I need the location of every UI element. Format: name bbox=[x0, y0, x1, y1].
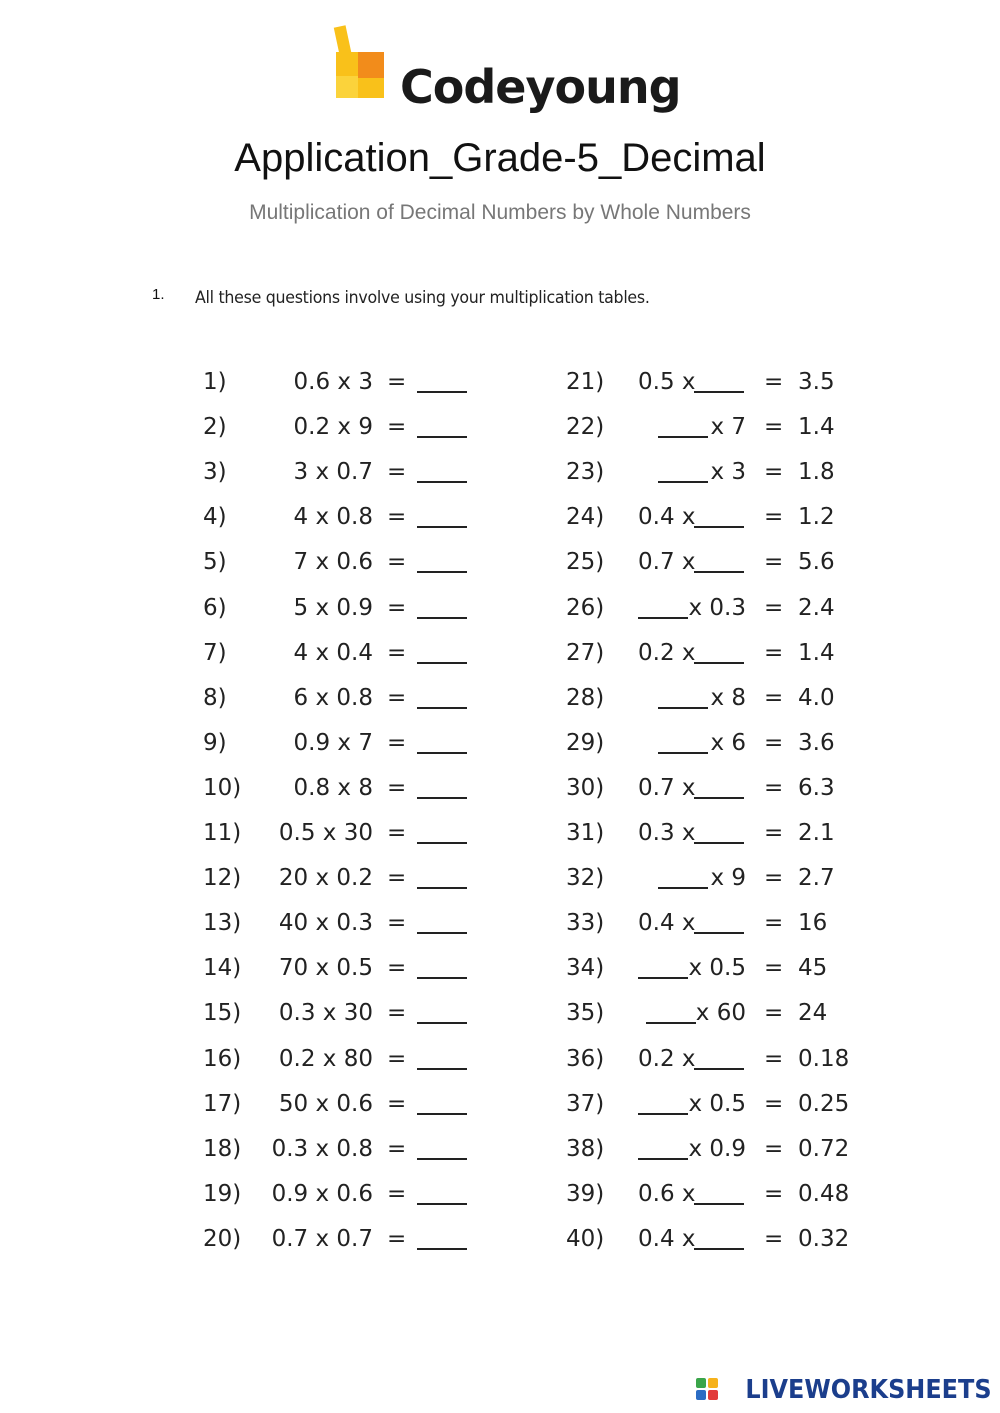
equals-sign: = bbox=[764, 1000, 784, 1027]
problem-number: 6) bbox=[203, 594, 227, 621]
problem-row bbox=[566, 1134, 856, 1164]
problem-row bbox=[203, 547, 473, 577]
problem-factor: 0.2 x bbox=[638, 639, 696, 666]
missing-factor-blank[interactable] bbox=[694, 822, 744, 844]
problem-row bbox=[203, 412, 473, 442]
equals-sign: = bbox=[387, 639, 407, 666]
liveworksheets-logo-icon bbox=[696, 1378, 720, 1402]
equals-sign: = bbox=[387, 1045, 407, 1072]
product-value: 3.5 bbox=[798, 369, 835, 395]
equals-sign: = bbox=[387, 1180, 407, 1207]
problem-factor: x 3 bbox=[710, 459, 746, 486]
product-value: 0.25 bbox=[798, 1090, 850, 1117]
problem-expression: 6 x 0.8 bbox=[293, 684, 373, 711]
missing-factor-blank[interactable] bbox=[658, 867, 708, 889]
equals-sign: = bbox=[387, 955, 407, 982]
problem-number: 5) bbox=[203, 549, 227, 576]
problem-number: 33) bbox=[566, 910, 605, 937]
problem-number: 17) bbox=[203, 1090, 242, 1117]
problem-row bbox=[203, 728, 473, 758]
problem-number: 31) bbox=[566, 820, 605, 846]
problem-number: 11) bbox=[203, 820, 242, 846]
answer-blank[interactable] bbox=[417, 1138, 467, 1160]
problem-number: 12) bbox=[203, 865, 242, 892]
problem-row bbox=[566, 638, 856, 668]
problem-number: 26) bbox=[566, 594, 605, 621]
problem-row bbox=[203, 998, 473, 1028]
problem-factor: x 0.9 bbox=[688, 1135, 746, 1162]
equals-sign: = bbox=[387, 504, 407, 531]
problem-number: 36) bbox=[566, 1045, 605, 1072]
answer-blank[interactable] bbox=[417, 777, 467, 799]
problem-row bbox=[203, 683, 473, 713]
problem-number: 23) bbox=[566, 459, 605, 486]
missing-factor-blank[interactable] bbox=[638, 1093, 688, 1115]
equals-sign: = bbox=[387, 594, 407, 621]
problem-factor: 0.4 x bbox=[638, 1225, 696, 1252]
problem-expression: 7 x 0.6 bbox=[293, 549, 373, 576]
missing-factor-blank[interactable] bbox=[658, 416, 708, 438]
problem-row bbox=[566, 728, 856, 758]
problem-number: 35) bbox=[566, 1000, 605, 1027]
product-value: 2.7 bbox=[798, 865, 835, 892]
problem-factor: 0.2 x bbox=[638, 1045, 696, 1072]
product-value: 5.6 bbox=[798, 549, 835, 576]
product-value: 1.4 bbox=[798, 414, 835, 441]
product-value: 2.1 bbox=[798, 820, 835, 846]
equals-sign: = bbox=[387, 1090, 407, 1117]
equals-sign: = bbox=[387, 414, 407, 441]
equals-sign: = bbox=[764, 459, 784, 486]
problem-number: 34) bbox=[566, 955, 605, 982]
equals-sign: = bbox=[764, 549, 784, 576]
equals-sign: = bbox=[764, 955, 784, 982]
answer-blank[interactable] bbox=[417, 867, 467, 889]
equals-sign: = bbox=[764, 774, 784, 801]
equals-sign: = bbox=[764, 414, 784, 441]
problem-expression: 5 x 0.9 bbox=[293, 594, 373, 621]
answer-blank[interactable] bbox=[417, 1002, 467, 1024]
problem-factor: x 60 bbox=[695, 1000, 746, 1027]
equals-sign: = bbox=[387, 369, 407, 395]
product-value: 3.6 bbox=[798, 729, 835, 756]
equals-sign: = bbox=[764, 729, 784, 756]
problem-row bbox=[203, 953, 473, 983]
answer-blank[interactable] bbox=[417, 1048, 467, 1070]
answer-blank[interactable] bbox=[417, 912, 467, 934]
problem-number: 16) bbox=[203, 1045, 242, 1072]
problem-row bbox=[566, 593, 856, 623]
problem-number: 3) bbox=[203, 459, 227, 486]
equals-sign: = bbox=[764, 1090, 784, 1117]
equals-sign: = bbox=[387, 549, 407, 576]
equals-sign: = bbox=[764, 684, 784, 711]
problem-expression: 70 x 0.5 bbox=[278, 955, 373, 982]
equals-sign: = bbox=[764, 820, 784, 846]
problem-number: 15) bbox=[203, 1000, 242, 1027]
missing-factor-blank[interactable] bbox=[658, 732, 708, 754]
answer-blank[interactable] bbox=[417, 642, 467, 664]
problem-expression: 0.6 x 3 bbox=[293, 369, 373, 395]
problem-factor: x 0.3 bbox=[688, 594, 746, 621]
problem-row bbox=[566, 998, 856, 1028]
problem-number: 14) bbox=[203, 955, 242, 982]
problem-row bbox=[566, 1224, 856, 1254]
equals-sign: = bbox=[764, 369, 784, 395]
product-value: 45 bbox=[798, 955, 828, 982]
worksheet-title: Application_Grade-5_Decimal bbox=[234, 136, 766, 180]
problem-number: 21) bbox=[566, 369, 605, 395]
question-instructions: All these questions involve using your multiplication tables. bbox=[195, 288, 650, 308]
problem-row bbox=[203, 863, 473, 893]
equals-sign: = bbox=[764, 504, 784, 531]
problem-row bbox=[203, 1224, 473, 1254]
problem-number: 1) bbox=[203, 369, 227, 395]
problem-row bbox=[203, 1134, 473, 1164]
problem-factor: 0.7 x bbox=[638, 549, 696, 576]
problem-row bbox=[203, 908, 473, 938]
problem-factor: x 9 bbox=[710, 865, 746, 892]
problem-row bbox=[566, 953, 856, 983]
problem-row bbox=[566, 412, 856, 442]
missing-factor-blank[interactable] bbox=[638, 957, 688, 979]
problem-row bbox=[566, 502, 856, 532]
problem-factor: 0.5 x bbox=[638, 369, 696, 395]
problem-row bbox=[566, 683, 856, 713]
problem-row bbox=[203, 773, 473, 803]
answer-blank[interactable] bbox=[417, 506, 467, 528]
problem-number: 30) bbox=[566, 774, 605, 801]
problem-row bbox=[566, 547, 856, 577]
problem-number: 2) bbox=[203, 414, 227, 441]
equals-sign: = bbox=[764, 1180, 784, 1207]
problem-expression: 20 x 0.2 bbox=[278, 865, 373, 892]
problem-expression: 0.7 x 0.7 bbox=[271, 1225, 373, 1252]
equals-sign: = bbox=[764, 594, 784, 621]
problem-row bbox=[203, 457, 473, 487]
equals-sign: = bbox=[764, 865, 784, 892]
problem-expression: 4 x 0.8 bbox=[293, 504, 373, 531]
problem-row bbox=[203, 502, 473, 532]
missing-factor-blank[interactable] bbox=[646, 1002, 696, 1024]
problem-number: 28) bbox=[566, 684, 605, 711]
question-number: 1. bbox=[152, 286, 165, 303]
problem-number: 19) bbox=[203, 1180, 242, 1207]
product-value: 24 bbox=[798, 1000, 828, 1027]
problem-factor: x 7 bbox=[710, 414, 746, 441]
brand-name: Codeyoung bbox=[400, 60, 681, 114]
missing-factor-blank[interactable] bbox=[694, 1228, 744, 1250]
problem-number: 8) bbox=[203, 684, 227, 711]
problem-row bbox=[566, 1044, 856, 1074]
problem-factor: x 6 bbox=[710, 729, 746, 756]
missing-factor-blank[interactable] bbox=[694, 551, 744, 573]
product-value: 1.8 bbox=[798, 459, 835, 486]
answer-blank[interactable] bbox=[417, 1183, 467, 1205]
product-value: 16 bbox=[798, 910, 828, 937]
problem-number: 9) bbox=[203, 729, 227, 756]
liveworksheets-footer bbox=[696, 1375, 992, 1405]
equals-sign: = bbox=[764, 1225, 784, 1252]
product-value: 0.18 bbox=[798, 1045, 850, 1072]
problem-row bbox=[566, 773, 856, 803]
problem-expression: 0.3 x 0.8 bbox=[271, 1135, 373, 1162]
answer-blank[interactable] bbox=[417, 461, 467, 483]
answer-blank[interactable] bbox=[417, 551, 467, 573]
problem-expression: 0.9 x 0.6 bbox=[271, 1180, 373, 1207]
equals-sign: = bbox=[387, 820, 407, 846]
problem-number: 20) bbox=[203, 1225, 242, 1252]
equals-sign: = bbox=[387, 1135, 407, 1162]
product-value: 1.4 bbox=[798, 639, 835, 666]
missing-factor-blank[interactable] bbox=[694, 777, 744, 799]
problem-expression: 40 x 0.3 bbox=[278, 910, 373, 937]
problem-row bbox=[566, 1179, 856, 1209]
problem-number: 40) bbox=[566, 1225, 605, 1252]
problem-expression: 0.9 x 7 bbox=[293, 729, 373, 756]
problem-factor: x 8 bbox=[710, 684, 746, 711]
problem-row bbox=[566, 863, 856, 893]
problem-number: 7) bbox=[203, 639, 227, 666]
problem-expression: 0.2 x 80 bbox=[278, 1045, 373, 1072]
problem-factor: x 0.5 bbox=[688, 1090, 746, 1117]
problem-expression: 3 x 0.7 bbox=[293, 459, 373, 486]
problem-number: 39) bbox=[566, 1180, 605, 1207]
equals-sign: = bbox=[387, 729, 407, 756]
answer-blank[interactable] bbox=[417, 416, 467, 438]
equals-sign: = bbox=[387, 910, 407, 937]
problem-row bbox=[566, 457, 856, 487]
answer-blank[interactable] bbox=[417, 1228, 467, 1250]
problem-row bbox=[566, 908, 856, 938]
equals-sign: = bbox=[387, 774, 407, 801]
problem-number: 10) bbox=[203, 774, 242, 801]
problem-expression: 0.8 x 8 bbox=[293, 774, 373, 801]
problem-number: 27) bbox=[566, 639, 605, 666]
problem-row bbox=[203, 818, 473, 848]
missing-factor-blank[interactable] bbox=[694, 912, 744, 934]
missing-factor-blank[interactable] bbox=[694, 1183, 744, 1205]
answer-blank[interactable] bbox=[417, 597, 467, 619]
equals-sign: = bbox=[387, 865, 407, 892]
problem-factor: 0.6 x bbox=[638, 1180, 696, 1207]
answer-blank[interactable] bbox=[417, 1093, 467, 1115]
product-value: 1.2 bbox=[798, 504, 835, 531]
problem-number: 18) bbox=[203, 1135, 242, 1162]
problem-row bbox=[203, 1089, 473, 1119]
problem-number: 38) bbox=[566, 1135, 605, 1162]
equals-sign: = bbox=[387, 1000, 407, 1027]
problem-expression: 0.5 x 30 bbox=[278, 820, 373, 846]
answer-blank[interactable] bbox=[417, 371, 467, 393]
problem-number: 24) bbox=[566, 504, 605, 531]
equals-sign: = bbox=[764, 1045, 784, 1072]
problem-factor: 0.4 x bbox=[638, 504, 696, 531]
problem-expression: 0.3 x 30 bbox=[278, 1000, 373, 1027]
problem-number: 32) bbox=[566, 865, 605, 892]
problem-row bbox=[203, 1044, 473, 1074]
product-value: 0.32 bbox=[798, 1225, 850, 1252]
problem-factor: 0.4 x bbox=[638, 910, 696, 937]
problem-row bbox=[566, 818, 856, 848]
equals-sign: = bbox=[764, 639, 784, 666]
problem-factor: x 0.5 bbox=[688, 955, 746, 982]
problem-row bbox=[203, 593, 473, 623]
worksheet-subtitle: Multiplication of Decimal Numbers by Whole Numbers bbox=[249, 201, 751, 224]
problem-row bbox=[203, 1179, 473, 1209]
answer-blank[interactable] bbox=[417, 957, 467, 979]
problem-expression: 50 x 0.6 bbox=[278, 1090, 373, 1117]
missing-factor-blank[interactable] bbox=[638, 597, 688, 619]
problem-row bbox=[203, 367, 473, 397]
product-value: 0.72 bbox=[798, 1135, 850, 1162]
problem-factor: 0.7 x bbox=[638, 774, 696, 801]
missing-factor-blank[interactable] bbox=[658, 687, 708, 709]
problem-row bbox=[566, 367, 856, 397]
missing-factor-blank[interactable] bbox=[638, 1138, 688, 1160]
missing-factor-blank[interactable] bbox=[694, 371, 744, 393]
missing-factor-blank[interactable] bbox=[694, 642, 744, 664]
answer-blank[interactable] bbox=[417, 687, 467, 709]
equals-sign: = bbox=[387, 684, 407, 711]
answer-blank[interactable] bbox=[417, 732, 467, 754]
equals-sign: = bbox=[387, 1225, 407, 1252]
missing-factor-blank[interactable] bbox=[694, 506, 744, 528]
missing-factor-blank[interactable] bbox=[694, 1048, 744, 1070]
problem-number: 29) bbox=[566, 729, 605, 756]
product-value: 0.48 bbox=[798, 1180, 850, 1207]
equals-sign: = bbox=[764, 910, 784, 937]
liveworksheets-brand: LIVEWORKSHEETS bbox=[745, 1375, 992, 1405]
equals-sign: = bbox=[387, 459, 407, 486]
missing-factor-blank[interactable] bbox=[658, 461, 708, 483]
problem-row bbox=[203, 638, 473, 668]
problem-number: 37) bbox=[566, 1090, 605, 1117]
problem-row bbox=[566, 1089, 856, 1119]
product-value: 2.4 bbox=[798, 594, 835, 621]
problem-number: 4) bbox=[203, 504, 227, 531]
problem-number: 22) bbox=[566, 414, 605, 441]
problem-expression: 0.2 x 9 bbox=[293, 414, 373, 441]
answer-blank[interactable] bbox=[417, 822, 467, 844]
product-value: 4.0 bbox=[798, 684, 835, 711]
problem-expression: 4 x 0.4 bbox=[293, 639, 373, 666]
problem-factor: 0.3 x bbox=[638, 820, 696, 846]
product-value: 6.3 bbox=[798, 774, 835, 801]
problem-number: 13) bbox=[203, 910, 242, 937]
equals-sign: = bbox=[764, 1135, 784, 1162]
problem-number: 25) bbox=[566, 549, 605, 576]
